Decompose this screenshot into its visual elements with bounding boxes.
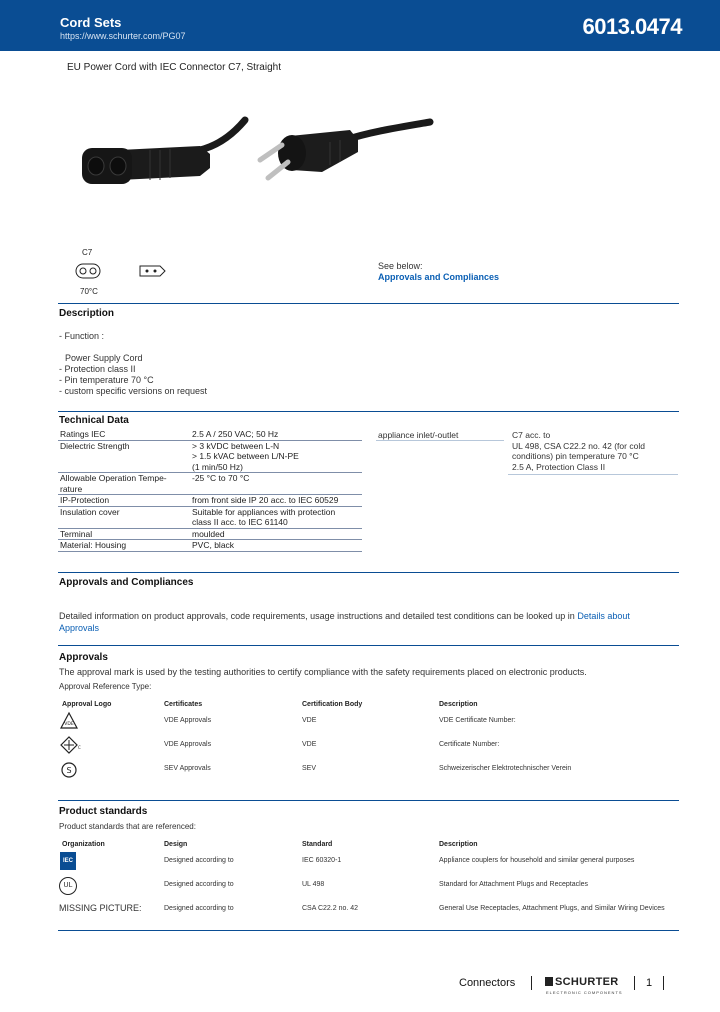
description-line: - Protection class II [59, 364, 136, 374]
footer-separator [531, 976, 532, 990]
header-bar [0, 0, 720, 51]
connector-type-label: C7 [82, 248, 93, 257]
section-divider [58, 645, 679, 646]
table-cell-description: Standard for Attachment Plugs and Receptacles [439, 881, 589, 888]
table-cell-body: VDE [302, 741, 317, 748]
table-cell-design: Designed according to [164, 857, 234, 864]
table-row [58, 528, 362, 540]
col-design: Design [164, 841, 188, 848]
divider [376, 440, 504, 441]
table-cell-description: Schweizerischer Elektrotechnischer Verein [439, 765, 572, 772]
see-below-text: See below: [378, 261, 423, 271]
footer-tagline: ELECTRONIC COMPONENTS [546, 990, 623, 995]
tech-label: Insulation cover [58, 506, 190, 528]
ul-logo-icon: UL [59, 877, 77, 895]
table-cell-description: Certificate Number: [439, 741, 500, 748]
tech-label: Allowable Operation Tempe- rature [58, 473, 190, 495]
category-url[interactable]: https://www.schurter.com/PG07 [60, 31, 186, 41]
tech-value: moulded [190, 528, 362, 540]
table-cell-description: VDE Certificate Number: [439, 717, 516, 724]
table-cell-standard: IEC 60320-1 [302, 857, 342, 864]
details-about-approvals-link[interactable]: Details about Approvals [59, 611, 630, 633]
tech-label: IP-Protection [58, 495, 190, 507]
vde-logo-icon [60, 712, 78, 730]
connector-cable [200, 120, 245, 150]
description-list [59, 331, 207, 397]
tech-label: Material: Housing [58, 540, 190, 552]
tech-value: Suitable for appliances with protection class II acc. to IEC 61140 [190, 506, 362, 528]
approvals-intro: The approval mark is used by the testing authorities to certify compliance with the safety requirements placed on electronic products. [59, 667, 587, 677]
description-line: - Pin temperature 70 °C [59, 375, 154, 385]
c7-outline-icon [75, 263, 101, 279]
approvals-compliances-text [59, 610, 669, 634]
approvals-compliances-body: Detailed information on product approvals, code requirements, usage instructions and detailed test conditions can be looked up in [59, 611, 575, 621]
part-number: 6013.0474 [582, 14, 682, 39]
euro-plug-outline-icon [136, 264, 166, 278]
appliance-label: appliance inlet/-outlet [378, 430, 459, 440]
tech-value: PVC, black [190, 540, 362, 552]
section-divider [58, 800, 679, 801]
tech-value: > 3 kVDC between L-N > 1.5 kVAC between L/N-PE (1 min/50 Hz) [190, 440, 362, 473]
vde-gs-logo-icon [60, 736, 80, 754]
tech-label: Dielectric Strength [58, 440, 190, 473]
divider [508, 474, 678, 475]
svg-text:VDE: VDE [64, 722, 74, 727]
table-cell-design: Designed according to [164, 905, 234, 912]
table-row [58, 495, 362, 507]
table-cell-description: General Use Receptacles, Attachment Plugs, and Similar Wiring Devices [439, 905, 665, 912]
table-cell-certificate[interactable]: VDE Approvals [164, 717, 212, 724]
description-line: - custom specific versions on request [59, 386, 208, 396]
col-std-description: Description [439, 841, 478, 848]
table-cell-org: MISSING PICTURE: [59, 903, 142, 913]
section-divider [58, 411, 679, 412]
col-description: Description [439, 701, 478, 708]
tech-value: -25 °C to 70 °C [190, 473, 362, 495]
description-line: Power Supply Cord [65, 353, 143, 363]
col-standard: Standard [302, 841, 333, 848]
table-cell-certificate[interactable]: VDE Approvals [164, 741, 212, 748]
iec-logo-icon: IEC [60, 852, 76, 870]
table-cell-certificate[interactable]: SEV Approvals [164, 765, 211, 772]
tech-value: from front side IP 20 acc. to IEC 60529 [190, 495, 362, 507]
table-cell-body: VDE [302, 717, 317, 724]
page-number: 1 [646, 977, 653, 989]
appliance-value: C7 acc. to UL 498, CSA C22.2 no. 42 (for cold conditions) pin temperature 70 °C 2.5 A, Protection Class II [512, 430, 645, 472]
description-heading: Description [59, 308, 115, 319]
description-line: - Function : [59, 331, 105, 341]
footer-separator [663, 976, 664, 990]
sev-logo-icon [61, 760, 77, 780]
connector-strain-relief [120, 146, 210, 180]
plug-cable [345, 122, 430, 140]
plug-pin [268, 162, 288, 178]
approvals-compliances-heading: Approvals and Compliances [59, 577, 194, 588]
col-organization: Organization [62, 841, 105, 848]
table-cell-description: Appliance couplers for household and similar general purposes [439, 857, 635, 864]
table-cell-standard: UL 498 [302, 881, 325, 888]
product-image [60, 110, 450, 200]
tech-label: Terminal [58, 528, 190, 540]
standards-intro: Product standards that are referenced: [59, 822, 196, 831]
approvals-compliances-link[interactable]: Approvals and Compliances [378, 272, 500, 282]
table-row [58, 440, 362, 473]
footer-section: Connectors [459, 977, 516, 989]
table-row [58, 540, 362, 552]
table-cell-standard: CSA C22.2 no. 42 [302, 905, 359, 912]
svg-text:C: C [78, 745, 81, 750]
tech-label: Ratings IEC [58, 429, 190, 440]
temperature-label: 70°C [80, 287, 98, 296]
category-title: Cord Sets [60, 15, 122, 30]
tech-value: 2.5 A / 250 VAC; 50 Hz [190, 429, 362, 440]
product-subtitle: EU Power Cord with IEC Connector C7, Straight [67, 62, 281, 73]
table-cell-body: SEV [302, 765, 317, 772]
col-certification-body: Certification Body [302, 701, 363, 708]
col-certificates: Certificates [164, 701, 203, 708]
svg-text:S: S [66, 766, 72, 775]
col-approval-logo: Approval Logo [62, 701, 112, 708]
footer-brand: SCHURTER [555, 976, 619, 988]
table-row [58, 429, 362, 440]
section-divider [58, 572, 679, 573]
technical-data-heading: Technical Data [59, 415, 129, 426]
approvals-heading: Approvals [59, 652, 108, 663]
table-cell-design: Designed according to [164, 881, 234, 888]
table-row [58, 473, 362, 495]
approval-ref-type: Approval Reference Type: [59, 682, 152, 691]
footer-separator [634, 976, 635, 990]
section-divider [58, 303, 679, 304]
schurter-mark-icon [545, 977, 553, 986]
section-divider [58, 930, 679, 931]
technical-data-table [58, 429, 362, 552]
product-standards-heading: Product standards [59, 806, 148, 817]
table-row [58, 506, 362, 528]
